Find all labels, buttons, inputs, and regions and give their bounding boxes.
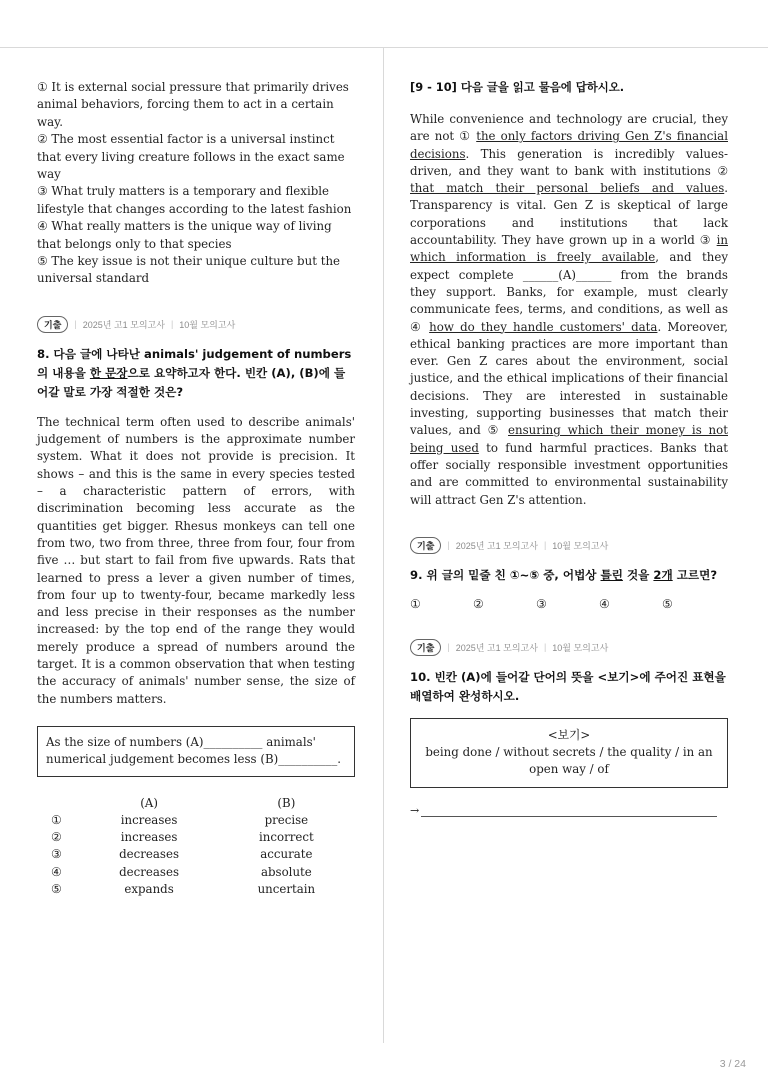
- answer-choices: [37, 795, 355, 899]
- choice-number: ③: [51, 847, 62, 862]
- summary-box: As the size of numbers (A)__________ animals' numerical judgement becomes less (B)__________.: [37, 726, 355, 777]
- choice-a: expands: [124, 882, 174, 896]
- exam-month: 10월 모의고사: [179, 319, 236, 330]
- q9-title-underlined: 2개: [653, 567, 673, 582]
- exam-month: 10월 모의고사: [552, 540, 609, 551]
- underlined-1: the only factors driving Gen Z's financial decisions: [410, 129, 728, 161]
- choice-a: decreases: [119, 864, 180, 879]
- header-rule: [0, 47, 768, 48]
- underlined-3: in which information is freely available: [410, 233, 728, 265]
- answer-option[interactable]: ①: [410, 596, 421, 611]
- option-4: ④ What really matters is the unique way of living that belongs only to that species: [37, 219, 332, 251]
- underlined-5: ensuring which their money is not being used: [410, 423, 728, 455]
- column-b-header: (B): [277, 795, 296, 810]
- choice-b: accurate: [260, 847, 313, 862]
- choice-a: decreases: [119, 847, 180, 862]
- option-1: ① It is external social pressure that primarily drives animal behaviors, forcing them to act in a certain way.: [37, 80, 349, 129]
- question-range: [9 - 10]: [410, 80, 457, 94]
- right-column: [410, 79, 728, 817]
- previous-question-options: [37, 79, 355, 288]
- instruction: 다음 글을 읽고 물음에 답하시오.: [460, 80, 625, 94]
- answer-option[interactable]: ⑤: [662, 596, 673, 611]
- choice-b: precise: [264, 812, 309, 827]
- q9-title-underlined: 틀린: [600, 567, 623, 582]
- column-divider: [383, 48, 384, 1043]
- question-10-title: 10. 빈칸 (A)에 들어갈 단어의 뜻을 <보기>에 주어진 표현을 배열하여 완성하시오.: [410, 669, 726, 703]
- exam-year: 2025년 고1 모의고사: [455, 540, 538, 551]
- option-3: ③ What truly matters is a temporary and flexible lifestyle that changes according to the latest fashion: [37, 184, 352, 216]
- q8-title-underlined: 한 문장: [89, 365, 128, 380]
- q9-title-part: 것을: [622, 567, 654, 582]
- choices-header: [37, 795, 355, 812]
- arrow-icon: →: [410, 803, 420, 817]
- choice-row[interactable]: [37, 846, 355, 863]
- option-5: ⑤ The key issue is not their unique culture but the universal standard: [37, 254, 341, 286]
- exam-year: 2025년 고1 모의고사: [82, 319, 165, 330]
- passage-text: While convenience and technology are crucial, they are not ①: [410, 112, 728, 144]
- choice-row[interactable]: [37, 812, 355, 829]
- q8-title-part: 으로 요약하고자 한다. 빈칸 (A), (B)에 들어갈 말로 가장 적절한 것은?: [37, 365, 346, 399]
- answer-line[interactable]: [410, 804, 728, 817]
- answer-blank[interactable]: [421, 808, 717, 817]
- past-exam-badge: 기출: [410, 537, 441, 554]
- choice-number: ②: [51, 830, 62, 845]
- passage-text: , and they expect complete ______(A)______ from the brands they support. Banks, for example, must clearly communicate fees, terms, and conditions, as well as ④: [410, 250, 728, 334]
- exam-month: 10월 모의고사: [552, 642, 609, 653]
- source-tag-q9: [410, 537, 728, 554]
- bogi-title: <보기>: [547, 727, 591, 742]
- passage-text: to fund harmful practices. Banks that offer socially responsible investment opportunities and are committed to environmental sustainability will attract Gen Z's attention.: [410, 440, 728, 507]
- question-9-answers: [410, 597, 728, 611]
- choice-row[interactable]: [37, 881, 355, 898]
- choice-row[interactable]: [37, 864, 355, 881]
- bogi-text: being done / without secrets / the quality / in an open way / of: [425, 745, 713, 777]
- q8-title-part: 8. 다음 글에 나타난 animals' judgement of numbers의 내용을: [37, 346, 352, 380]
- source-tag-q10: [410, 639, 728, 656]
- choice-b: incorrect: [259, 830, 314, 845]
- question-9-title: [410, 566, 728, 585]
- choice-a: increases: [120, 830, 178, 845]
- option-2: ② The most essential factor is a universal instinct that every living creature follows in the exact same way: [37, 132, 345, 182]
- question-9-10-passage: [410, 111, 728, 509]
- answer-option[interactable]: ②: [473, 596, 484, 611]
- tag-separator: |: [543, 540, 547, 551]
- passage-9-10-header: [410, 79, 728, 95]
- past-exam-badge: 기출: [410, 639, 441, 656]
- question-8-passage: The technical term often used to describe animals' judgement of numbers is the approximate number system. What it does not provide is precision. It shows – and this is the same in every species tested – a characteristic pattern of errors, with discrimination becoming less accurate as the quantities get bigger. Rhesus monkeys can tell one from two, two from three, three from four, four from five … but start to fail from five upwards. Rats that learned to press a lever a given number of times, from four up to twenty-four, became markedly less and less precise in their responses as the number increased: by the top end of the range they would merely produce a spread of numbers around the target. It is a common observation that when testing the accuracy of animals' number sense, the size of the numbers matters.: [37, 414, 355, 706]
- question-8-title: [37, 345, 355, 402]
- passage-text: . Transparency is vital. Gen Z is skeptical of large corporations and institutions that lack accountability. They have grown up in a world ③: [410, 181, 728, 248]
- passage-text: . This generation is incredibly values-driven, and they want to bank with institutions ②: [410, 146, 728, 178]
- tag-separator: |: [170, 319, 174, 330]
- page-number: 3 / 24: [719, 1058, 746, 1070]
- q9-title-part: 고르면?: [672, 567, 718, 582]
- passage-text: . Moreover, ethical banking practices are more important than ever. Gen Z cares about the environment, social justice, and the ethical implications of their financial decisions. They are interested in sustainable investing, supporting businesses that match their values, and ⑤: [410, 319, 728, 438]
- q9-title-part: 9. 위 글의 밑줄 친 ①~⑤ 중, 어법상: [410, 567, 601, 582]
- source-tag-q8: [37, 316, 355, 333]
- choice-number: ⑤: [51, 882, 62, 896]
- answer-option[interactable]: ③: [536, 596, 547, 611]
- underlined-4: how do they handle customers' data: [429, 319, 658, 334]
- bogi-box: [410, 718, 728, 788]
- tag-separator: |: [543, 642, 547, 653]
- column-a-header: (A): [140, 795, 158, 810]
- tag-separator: |: [447, 642, 450, 653]
- underlined-2: that match their personal beliefs and values: [410, 181, 725, 196]
- choice-b: uncertain: [257, 882, 316, 896]
- exam-year: 2025년 고1 모의고사: [455, 642, 538, 653]
- choice-b: absolute: [260, 864, 312, 879]
- choice-a: increases: [120, 812, 178, 827]
- tag-separator: |: [74, 319, 77, 330]
- left-column: [37, 79, 355, 898]
- choice-row[interactable]: [37, 829, 355, 846]
- past-exam-badge: 기출: [37, 316, 68, 333]
- choice-number: ①: [51, 812, 62, 827]
- tag-separator: |: [447, 540, 450, 551]
- answer-option[interactable]: ④: [599, 596, 610, 611]
- choice-number: ④: [51, 864, 62, 879]
